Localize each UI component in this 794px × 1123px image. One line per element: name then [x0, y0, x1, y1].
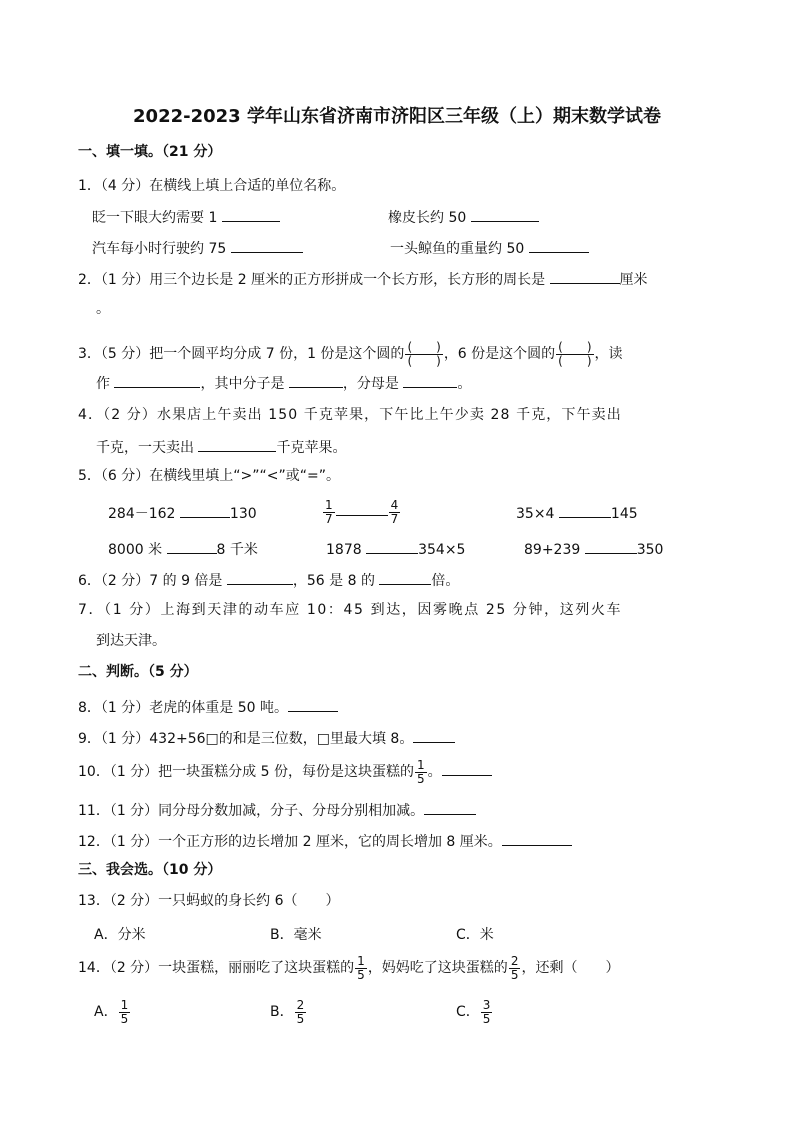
q10: 10．（1 分）把一块蛋糕分成 5 份，每份是这块蛋糕的 $\frac{1}{5}$ 。: [78, 754, 492, 790]
answer-blank[interactable]: [471, 207, 539, 222]
answer-blank[interactable]: [336, 501, 388, 516]
q13-option-c[interactable]: C．米: [456, 927, 494, 943]
q4-line1: 4．（2 分）水果店上午卖出 150 千克苹果，下午比上午少卖 28 千克，下午卖出: [78, 407, 622, 423]
answer-blank[interactable]: [442, 761, 492, 776]
q13-stem: 13．（2 分）一只蚂蚁的身长约 6（ ）: [78, 893, 340, 909]
q9: 9．（1 分）432+56□的和是三位数，□里最大填 8。: [78, 728, 455, 748]
q13-option-a[interactable]: A．分米: [94, 927, 146, 943]
q14-option-a[interactable]: A． $\frac{1}{5}$: [94, 997, 129, 1026]
q14-option-b[interactable]: B． $\frac{2}{5}$: [270, 997, 305, 1026]
answer-blank[interactable]: [529, 238, 589, 253]
section-heading-1: 一、填一填。（21 分）: [78, 144, 222, 160]
q5-stem: 5．（6 分）在横线里填上“>”“<”或“=”。: [78, 468, 340, 484]
answer-blank[interactable]: [413, 728, 455, 743]
answer-blank[interactable]: [231, 238, 303, 253]
answer-blank[interactable]: [424, 800, 476, 815]
q1-item-c: 汽车每小时行驶约 75: [92, 238, 303, 258]
q3-line1: 3．（5 分）把一个圆平均分成 7 份，1 份是这个圆的 ( ) ( ) ，6 份是这个圆的 ( ) ( ) ，读: [78, 339, 623, 368]
q8: 8．（1 分）老虎的体重是 50 吨。: [78, 697, 338, 717]
q13-option-b[interactable]: B．毫米: [270, 927, 322, 943]
q14-option-c[interactable]: C． $\frac{3}{5}$: [456, 997, 491, 1026]
fraction-blank[interactable]: ( ) ( ): [558, 339, 592, 368]
q12: 12．（1 分）一个正方形的边长增加 2 厘米，它的周长增加 8 厘米。: [78, 831, 572, 851]
q5-r1c: 35×4 145: [516, 503, 638, 523]
answer-blank[interactable]: [288, 697, 338, 712]
q14-stem: 14．（2 分）一块蛋糕，丽丽吃了这块蛋糕的 $\frac{1}{5}$ ，妈妈吃了这块蛋糕的 $\frac{2}{5}$ ，还剩（ ）: [78, 953, 620, 982]
q7-line2: 到达天津。: [96, 633, 166, 649]
q5-r2a: 8000 米 8 千米: [108, 539, 258, 559]
answer-blank[interactable]: [222, 207, 280, 222]
q5-r1b: $\frac{1}{7}$ $\frac{4}{7}$: [325, 497, 399, 526]
q1-item-b: 橡皮长约 50: [388, 207, 539, 227]
answer-blank[interactable]: [167, 539, 217, 554]
q5-r2b: 1878 354×5: [326, 539, 465, 559]
answer-blank[interactable]: [114, 373, 200, 388]
answer-blank[interactable]: [180, 503, 230, 518]
section-heading-3: 三、我会选。（10 分）: [78, 862, 222, 878]
q1-item-d: 一头鲸鱼的重量约 50: [390, 238, 589, 258]
q1-stem: 1．（4 分）在横线上填上合适的单位名称。: [78, 178, 346, 194]
answer-blank[interactable]: [585, 539, 637, 554]
answer-blank[interactable]: [403, 373, 457, 388]
q1-item-a: 眨一下眼大约需要 1: [92, 207, 280, 227]
q5-r2c: 89+239 350: [524, 539, 663, 559]
answer-blank[interactable]: [559, 503, 611, 518]
q7-line1: 7．（1 分）上海到天津的动车应 10：45 到达，因雾晚点 25 分钟，这列火车: [78, 602, 623, 618]
q6: 6．（2 分）7 的 9 倍是 ，56 是 8 的 倍。: [78, 570, 459, 590]
answer-blank[interactable]: [366, 539, 418, 554]
q5-r1a: 284－162 130: [108, 503, 257, 523]
answer-blank[interactable]: [289, 373, 343, 388]
answer-blank[interactable]: [198, 437, 276, 452]
fraction-blank[interactable]: ( ) ( ): [407, 339, 441, 368]
answer-blank[interactable]: [379, 570, 431, 585]
page-title: 2022-2023 学年山东省济南市济阳区三年级（上）期末数学试卷: [133, 106, 661, 127]
q3-line2: 作 ，其中分子是 ，分母是 。: [96, 373, 471, 393]
answer-blank[interactable]: [550, 269, 620, 284]
answer-blank[interactable]: [227, 570, 293, 585]
q2-line2: 。: [96, 301, 110, 317]
q2-line1: 2．（1 分）用三个边长是 2 厘米的正方形拼成一个长方形，长方形的周长是 厘米: [78, 269, 648, 289]
q11: 11．（1 分）同分母分数加减，分子、分母分别相加减。: [78, 800, 476, 820]
q4-line2: 千克，一天卖出 千克苹果。: [96, 437, 346, 457]
section-heading-2: 二、判断。（5 分）: [78, 664, 198, 680]
answer-blank[interactable]: [502, 831, 572, 846]
